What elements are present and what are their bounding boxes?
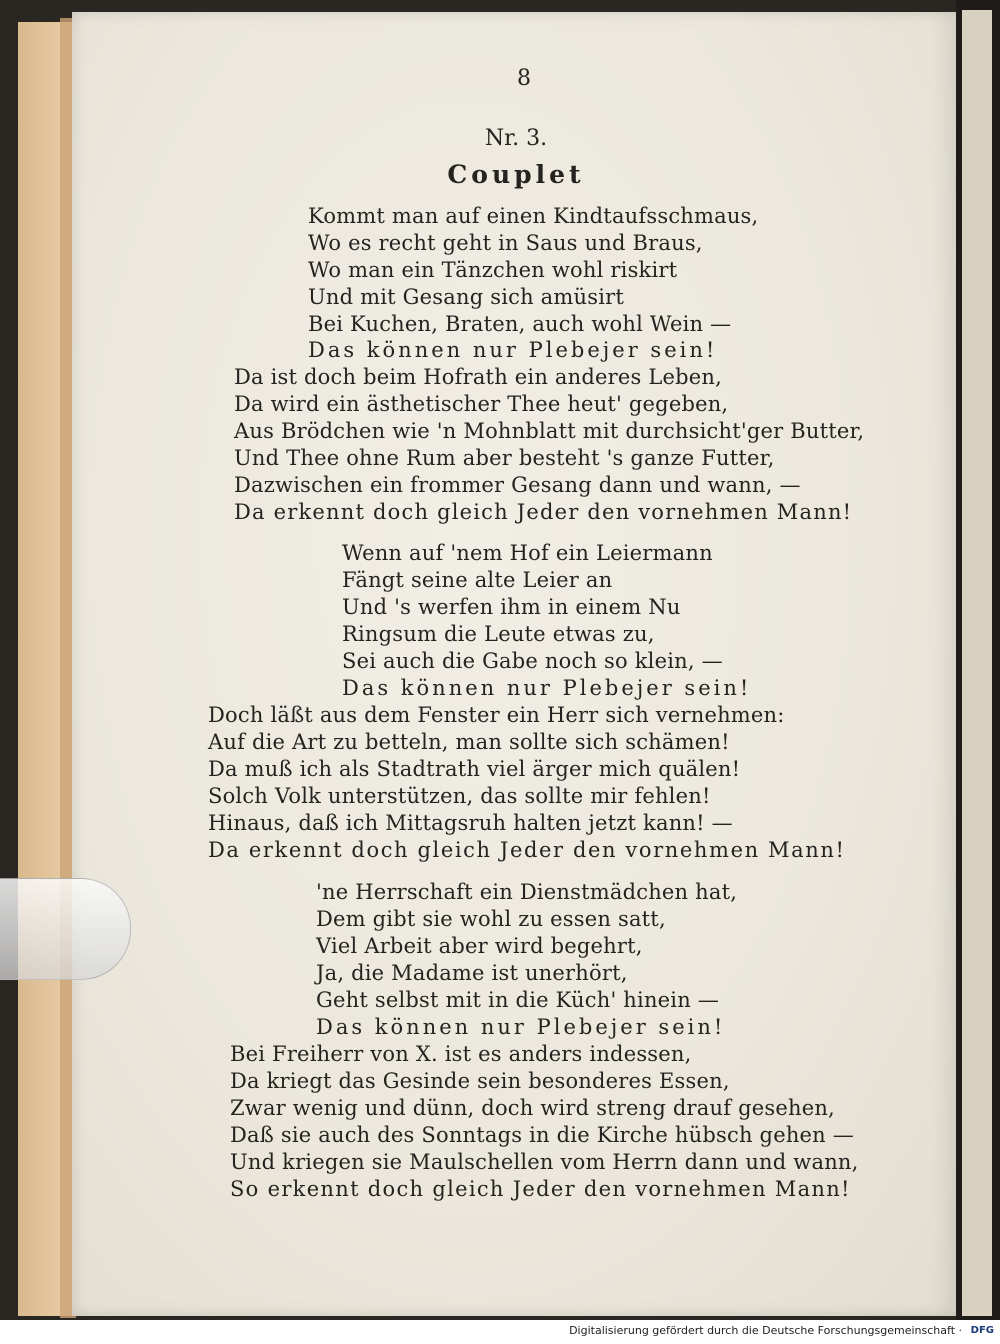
refrain-line: Da erkennt doch gleich Jeder den vornehmen Mann! [234,500,853,524]
verse-line: Ringsum die Leute etwas zu, [342,622,655,646]
verse-line: Bei Freiherr von X. ist es anders indessen, [230,1042,692,1066]
verse-line: Und mit Gesang sich amüsirt [308,285,625,309]
song-title: Couplet [447,160,585,189]
refrain-line: Das können nur Plebejer sein! [316,1015,726,1039]
verse-line: Da ist doch beim Hofrath ein anderes Leben, [234,365,723,389]
page-clip [0,878,131,980]
next-page-edge [962,10,992,1316]
footer-bar [0,1320,1000,1344]
verse-line: Sei auch die Gabe noch so klein, — [342,649,723,673]
verse-line: Geht selbst mit in die Küch' hinein — [316,988,720,1012]
verse-line: Wenn auf 'nem Hof ein Leiermann [342,541,713,565]
verse-line: Auf die Art zu betteln, man sollte sich schämen! [208,730,730,754]
page-number: 8 [517,66,531,91]
verse-line: Wo es recht geht in Saus und Braus, [308,231,703,255]
verse-line: Hinaus, daß ich Mittagsruh halten jetzt kann! — [208,811,733,835]
refrain-line: Das können nur Plebejer sein! [308,338,718,362]
verse-line: Daß sie auch des Sonntags in die Kirche hübsch gehen — [230,1123,854,1147]
verse-line: Da muß ich als Stadtrath viel ärger mich quälen! [208,757,741,781]
section-number: Nr. 3. [484,126,548,151]
verse-line: 'ne Herrschaft ein Dienstmädchen hat, [316,880,738,904]
verse-line: Dem gibt sie wohl zu essen satt, [316,907,666,931]
verse-line: Bei Kuchen, Braten, auch wohl Wein — [308,312,732,336]
verse-line: Fängt seine alte Leier an [342,568,613,592]
verse-line: Und 's werfen ihm in einem Nu [342,595,681,619]
verse-line: Solch Volk unterstützen, das sollte mir fehlen! [208,784,711,808]
refrain-line: So erkennt doch gleich Jeder den vornehmen Mann! [230,1177,851,1201]
verse-line: Und kriegen sie Maulschellen vom Herrn dann und wann, [230,1150,859,1174]
refrain-line: Das können nur Plebejer sein! [342,676,752,700]
verse-line: Ja, die Madame ist unerhört, [316,961,628,985]
verse-line: Dazwischen ein frommer Gesang dann und wann, — [234,473,801,497]
verse-line: Zwar wenig und dünn, doch wird streng drauf gesehen, [230,1096,835,1120]
verse-line: Da wird ein ästhetischer Thee heut' gegeben, [234,392,729,416]
funding-credit: Digitalisierung gefördert durch die Deutsche Forschungsgemeinschaft · [569,1324,962,1337]
dfg-logo: DFG [970,1325,994,1336]
verse-line: Da kriegt das Gesinde sein besonderes Essen, [230,1069,730,1093]
refrain-line: Da erkennt doch gleich Jeder den vornehmen Mann! [208,838,846,862]
verse-line: Doch läßt aus dem Fenster ein Herr sich vernehmen: [208,703,785,727]
verse-line: Viel Arbeit aber wird begehrt, [316,934,643,958]
verse-line: Kommt man auf einen Kindtaufsschmaus, [308,204,759,228]
verse-line: Wo man ein Tänzchen wohl riskirt [308,258,678,282]
verse-line: Und Thee ohne Rum aber besteht 's ganze Futter, [234,446,775,470]
verse-line: Aus Brödchen wie 'n Mohnblatt mit durchsicht'ger Butter, [234,419,865,443]
